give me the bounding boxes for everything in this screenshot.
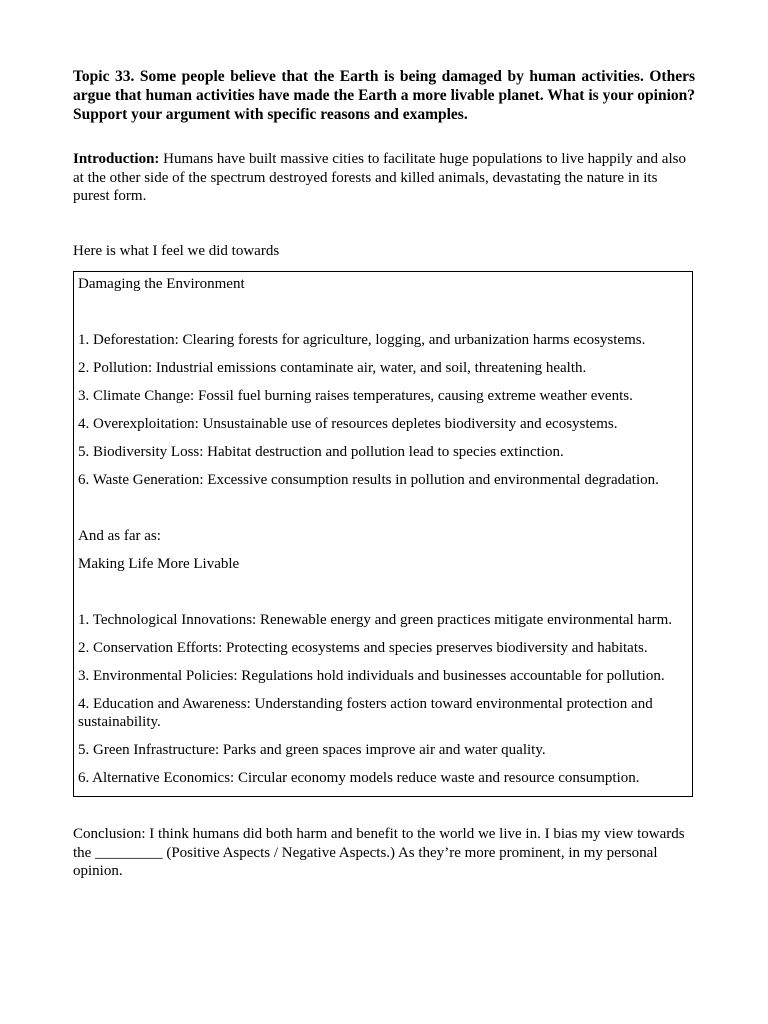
damaging-item: 4. Overexploitation: Unsustainable use of resources depletes biodiversity and ecosystems.: [78, 416, 618, 432]
introduction-label: Introduction:: [73, 151, 160, 167]
spacer: [78, 303, 688, 331]
livable-item: 6. Alternative Economics: Circular economy models reduce waste and resource consumption.: [78, 770, 640, 786]
damaging-item: 1. Deforestation: Clearing forests for agriculture, logging, and urbanization harms ecosystems.: [78, 332, 646, 348]
spacer: [78, 583, 688, 611]
conclusion-paragraph: Conclusion: I think humans did both harm and benefit to the world we live in. I bias my view towards the _________ (Positive Aspects / Negative Aspects.) As they’re more prominent, in my personal opinion.: [73, 826, 685, 879]
damaging-item: 5. Biodiversity Loss: Habitat destruction and pollution lead to species extinction.: [78, 444, 564, 460]
livable-item: 5. Green Infrastructure: Parks and green spaces improve air and water quality.: [78, 742, 546, 758]
topic-prompt: Topic 33. Some people believe that the Earth is being damaged by human activities. Others argue that human activities have made the Earth a more livable planet. What is your opinion? Support your argument with specific reasons and examples.: [73, 68, 695, 123]
damaging-item: 2. Pollution: Industrial emissions contaminate air, water, and soil, threatening health.: [78, 360, 587, 376]
introduction-text: Humans have built massive cities to facilitate huge populations to live happily and also at the other side of the spectrum destroyed forests and killed animals, devastating the nature in its purest form.: [73, 151, 686, 204]
livable-item: 4. Education and Awareness: Understanding fosters action toward environmental protection and sustainability.: [78, 696, 653, 730]
damaging-item: 3. Climate Change: Fossil fuel burning raises temperatures, causing extreme weather events.: [78, 388, 633, 404]
livable-item: 2. Conservation Efforts: Protecting ecosystems and species preserves biodiversity and habitats.: [78, 640, 648, 656]
transition-text: And as far as:: [78, 528, 161, 544]
livable-item: 1. Technological Innovations: Renewable energy and green practices mitigate environmental harm.: [78, 612, 673, 628]
lead-in-text: Here is what I feel we did towards: [73, 243, 280, 259]
damaging-heading: Damaging the Environment: [78, 276, 245, 292]
livable-item: 3. Environmental Policies: Regulations hold individuals and businesses accountable for pollution.: [78, 668, 665, 684]
spacer: [78, 499, 688, 527]
livable-heading: Making Life More Livable: [78, 556, 240, 572]
introduction-paragraph: [73, 150, 695, 206]
points-box: [73, 271, 693, 797]
damaging-item: 6. Waste Generation: Excessive consumption results in pollution and environmental degradation.: [78, 472, 659, 488]
